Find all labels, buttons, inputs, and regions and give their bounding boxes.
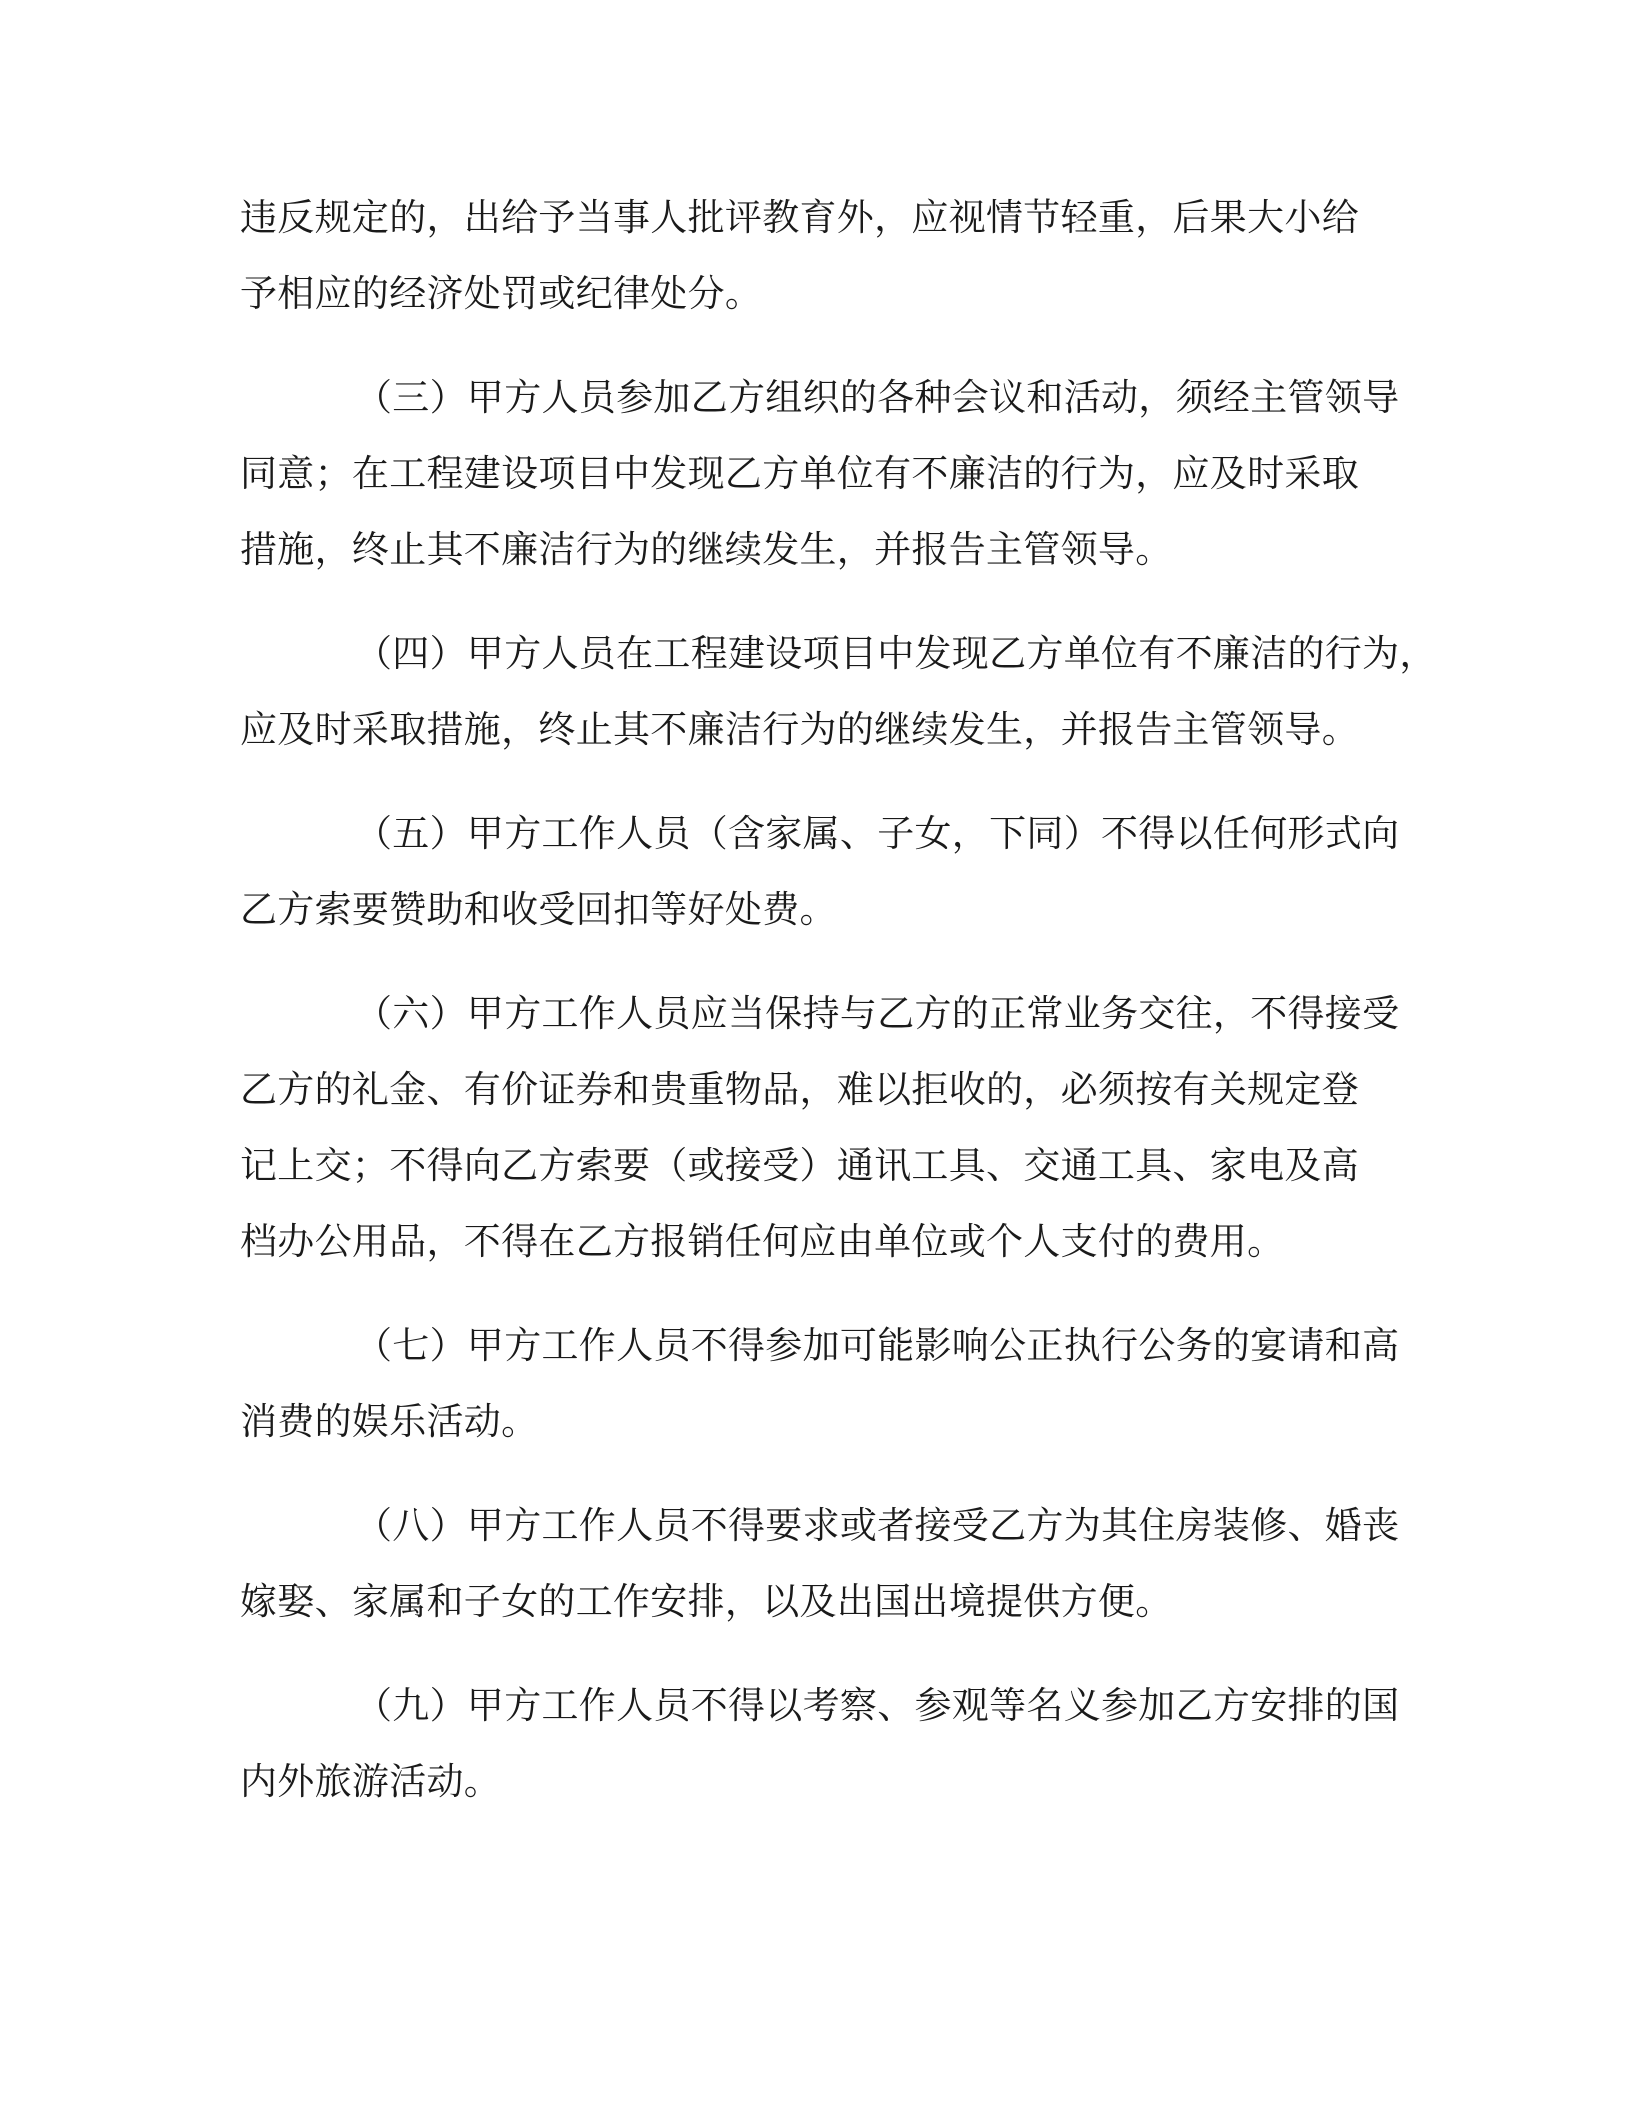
paragraph-line: 违反规定的，出给予当事人批评教育外，应视情节轻重，后果大小给 [240, 196, 1359, 239]
paragraph-line: 乙方的礼金、有价证券和贵重物品，难以拒收的，必须按有关规定登 [240, 1068, 1359, 1111]
paragraph-line: 乙方索要赞助和收受回扣等好处费。 [240, 888, 837, 931]
paragraph-line: 内外旅游活动。 [240, 1760, 502, 1803]
paragraph-line: 档办公用品，不得在乙方报销任何应由单位或个人支付的费用。 [240, 1220, 1285, 1263]
paragraph-line: （七）甲方工作人员不得参加可能影响公正执行公务的宴请和高 [355, 1324, 1400, 1367]
paragraph-line: 同意；在工程建设项目中发现乙方单位有不廉洁的行为，应及时采取 [240, 452, 1359, 495]
paragraph-line: （六）甲方工作人员应当保持与乙方的正常业务交往，不得接受 [355, 992, 1400, 1035]
paragraph-line: （五）甲方工作人员（含家属、子女，下同）不得以任何形式向 [355, 812, 1400, 855]
paragraph-line: 记上交；不得向乙方索要（或接受）通讯工具、交通工具、家电及高 [240, 1144, 1359, 1187]
paragraph-line: 嫁娶、家属和子女的工作安排，以及出国出境提供方便。 [240, 1580, 1173, 1623]
paragraph-line: 应及时采取措施，终止其不廉洁行为的继续发生，并报告主管领导。 [240, 708, 1359, 751]
paragraph-line: （八）甲方工作人员不得要求或者接受乙方为其住房装修、婚丧 [355, 1504, 1400, 1547]
paragraph-line: （九）甲方工作人员不得以考察、参观等名义参加乙方安排的国 [355, 1684, 1400, 1727]
paragraph-line: （四）甲方人员在工程建设项目中发现乙方单位有不廉洁的行为， [355, 632, 1437, 675]
paragraph-line: （三）甲方人员参加乙方组织的各种会议和活动，须经主管领导 [355, 376, 1400, 419]
paragraph-line: 措施，终止其不廉洁行为的继续发生，并报告主管领导。 [240, 528, 1173, 571]
paragraph-line: 消费的娱乐活动。 [240, 1400, 539, 1443]
paragraph-line: 予相应的经济处罚或纪律处分。 [240, 272, 763, 315]
